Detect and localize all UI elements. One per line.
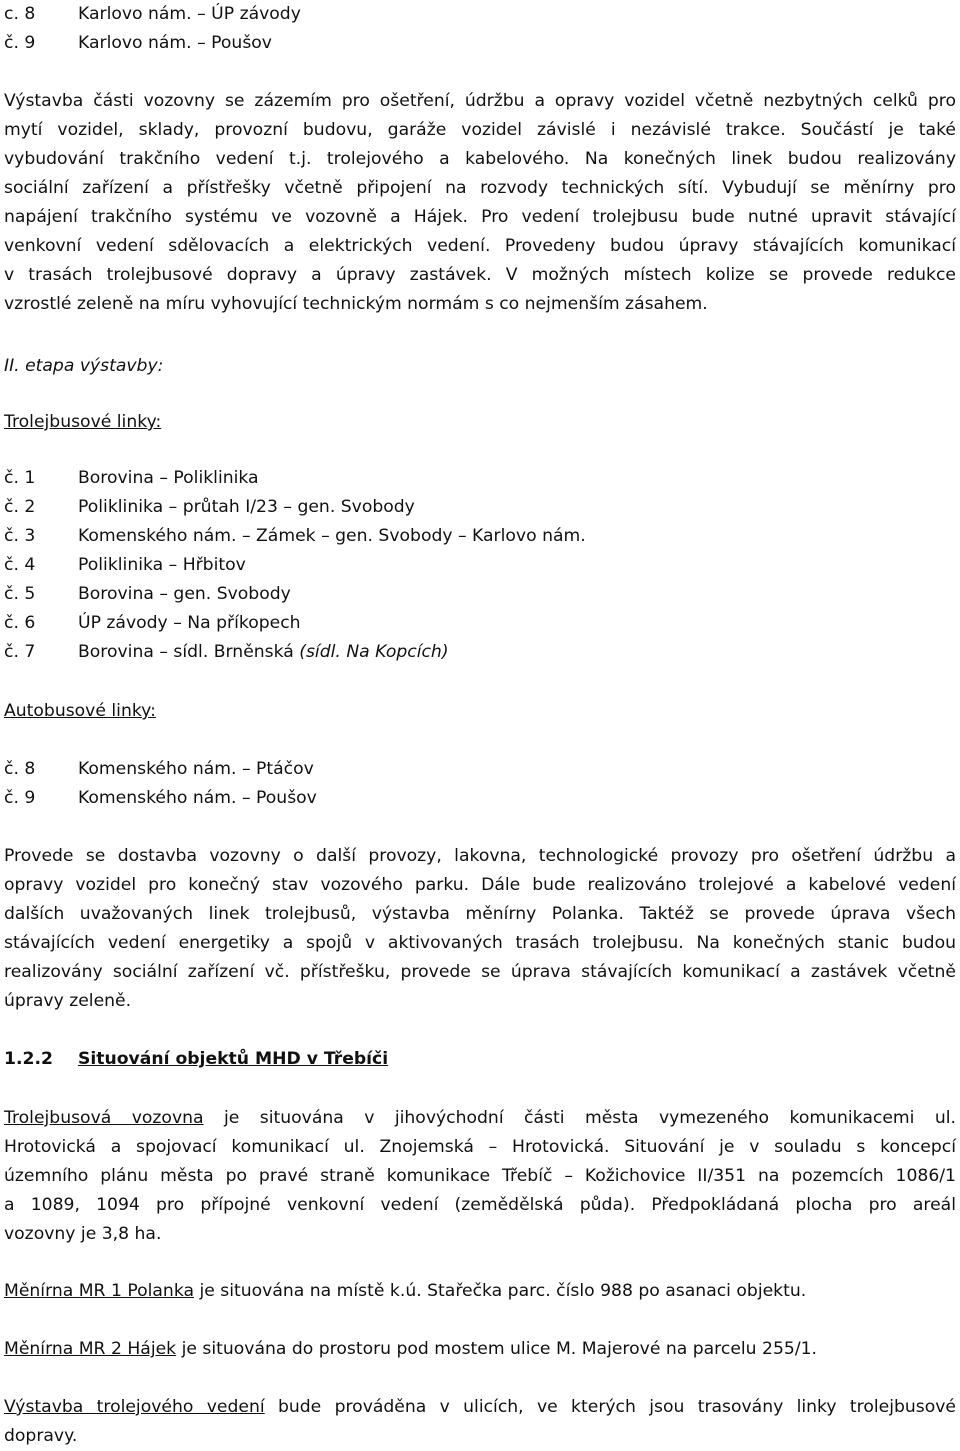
line-route: Karlovo nám. – Poušov bbox=[78, 33, 272, 53]
text-line: stávajících vedení energetiky a spojů v aktivovaných trasách trolejbusu. Na konečných stanic budou bbox=[4, 933, 956, 953]
top-line-list bbox=[4, 0, 956, 58]
list-item bbox=[4, 0, 956, 29]
trolleybus-heading: Trolejbusové linky: bbox=[4, 412, 162, 432]
line-route: Borovina – gen. Svobody bbox=[78, 584, 291, 604]
text-line bbox=[4, 1104, 956, 1133]
text-line: venkovní vedení sdělovacích a elektrických vedení. Provedeny budou úpravy stávajících komunikací bbox=[4, 236, 956, 256]
line-number: č. 6 bbox=[4, 613, 36, 633]
section-heading bbox=[4, 1045, 956, 1074]
substation-2-text: je situována do prostoru pod mostem ulice M. Majerové na parcelu 255/1. bbox=[176, 1339, 818, 1359]
paragraph-stage-two bbox=[4, 842, 956, 1016]
list-item bbox=[4, 493, 956, 522]
line-number: č. 9 bbox=[4, 33, 36, 53]
line-route: Borovina – sídl. Brněnská bbox=[78, 642, 300, 662]
text-line: vybudování trakčního vedení t.j. trolejového a kabelového. Na konečných linek budou realizovány bbox=[4, 149, 956, 169]
line-number: č. 3 bbox=[4, 526, 36, 546]
list-item bbox=[4, 784, 956, 813]
text-line: vzrostlé zeleně na míru vyhovující technickým normám s co nejmenším zásahem. bbox=[4, 294, 708, 314]
line-route: Karlovo nám. – ÚP závody bbox=[78, 4, 301, 24]
stage-heading: II. etapa výstavby: bbox=[4, 356, 164, 376]
line-route: Borovina – Poliklinika bbox=[78, 468, 259, 488]
substation-1-label: Měnírna MR 1 Polanka bbox=[4, 1281, 195, 1301]
paragraph-overhead-line bbox=[4, 1393, 956, 1451]
line-number: č. 2 bbox=[4, 497, 36, 517]
line-number: č. 5 bbox=[4, 584, 36, 604]
text-line: vozovny je 3,8 ha. bbox=[4, 1224, 162, 1244]
overhead-line-label: Výstavba trolejového vedení bbox=[4, 1397, 265, 1417]
line-route-note: (sídl. Na Kopcích) bbox=[299, 642, 449, 662]
list-item bbox=[4, 755, 956, 784]
line-number: č. 7 bbox=[4, 642, 36, 662]
substation-1-text: je situována na místě k.ú. Stařečka parc. číslo 988 po asanaci objektu. bbox=[194, 1281, 807, 1301]
text-line: dalších uvažovaných linek trolejbusů, výstavba měnírny Polanka. Taktéž se provede úprava všech bbox=[4, 904, 956, 924]
text-line: opravy vozidel pro konečný stav vozového parku. Dále bude realizováno trolejové a kabelové vedení bbox=[4, 875, 956, 895]
line-number: č. 9 bbox=[4, 788, 36, 808]
list-item bbox=[4, 551, 956, 580]
bus-heading: Autobusové linky: bbox=[4, 701, 156, 721]
depot-text: je situována v jihovýchodní části města vymezeného komunikacemi ul. bbox=[203, 1108, 956, 1128]
text-line: Provede se dostavba vozovny o další provozy, lakovna, technologické provozy pro ošetření údržbu a bbox=[4, 846, 956, 866]
trolleybus-line-list bbox=[4, 464, 956, 667]
text-line: Hrotovická a spojovací komunikací ul. Znojemská – Hrotovická. Situování je v souladu s koncepcí bbox=[4, 1137, 956, 1157]
list-item bbox=[4, 638, 956, 667]
section-number: 1.2.2 bbox=[4, 1049, 53, 1069]
paragraph-depot bbox=[4, 1104, 956, 1249]
substation-2-label: Měnírna MR 2 Hájek bbox=[4, 1339, 177, 1359]
paragraph-substation-1 bbox=[4, 1277, 956, 1306]
line-route: Komenského nám. – Ptáčov bbox=[78, 759, 314, 779]
line-number: č. 4 bbox=[4, 555, 36, 575]
paragraph-stage-one bbox=[4, 87, 956, 319]
list-item bbox=[4, 609, 956, 638]
text-line: Výstavba části vozovny se zázemím pro ošetření, údržbu a opravy vozidel včetně nezbytných celků pro bbox=[4, 91, 956, 111]
line-route: ÚP závody – Na příkopech bbox=[78, 613, 301, 633]
depot-label: Trolejbusová vozovna bbox=[4, 1108, 204, 1128]
line-number: č. 1 bbox=[4, 468, 36, 488]
text-line bbox=[4, 1393, 956, 1422]
line-route: Poliklinika – průtah I/23 – gen. Svobody bbox=[78, 497, 415, 517]
list-item bbox=[4, 464, 956, 493]
line-number: c. 8 bbox=[4, 4, 36, 24]
line-route: Poliklinika – Hřbitov bbox=[78, 555, 246, 575]
overhead-line-text: bude prováděna v ulicích, ve kterých jsou trasovány linky trolejbusové bbox=[264, 1397, 956, 1417]
section-title: Situování objektů MHD v Třebíči bbox=[78, 1049, 389, 1069]
line-route: Komenského nám. – Zámek – gen. Svobody – Karlovo nám. bbox=[78, 526, 586, 546]
text-line: napájení trakčního systému ve vozovně a Hájek. Pro vedení trolejbusu bude nutné upravit stávající bbox=[4, 207, 956, 227]
text-line: a 1089, 1094 pro přípojné venkovní vedení (zemědělská půda). Předpokládaná plocha pro areál bbox=[4, 1195, 956, 1215]
line-number: č. 8 bbox=[4, 759, 36, 779]
text-line: dopravy. bbox=[4, 1426, 78, 1446]
text-line: úpravy zeleně. bbox=[4, 991, 132, 1011]
text-line: sociální zařízení a přístřešky včetně připojení na rozvody technických sítí. Vybudují se měnírny pro bbox=[4, 178, 956, 198]
text-line: v trasách trolejbusové dopravy a úpravy zastávek. V možných místech kolize se provede redukce bbox=[4, 265, 956, 285]
list-item bbox=[4, 522, 956, 551]
text-line: územního plánu města po pravé straně komunikace Třebíč – Kožichovice II/351 na pozemcích 1086/1 bbox=[4, 1166, 956, 1186]
text-line: realizovány sociální zařízení vč. přístřešku, provede se úprava stávajících komunikací a zastávek včetně bbox=[4, 962, 956, 982]
bus-line-list bbox=[4, 755, 956, 813]
list-item bbox=[4, 29, 956, 58]
text-line: mytí vozidel, sklady, provozní budovu, garáže vozidel závislé i nezávislé trakce. Součástí je také bbox=[4, 120, 956, 140]
list-item bbox=[4, 580, 956, 609]
line-route: Komenského nám. – Poušov bbox=[78, 788, 317, 808]
paragraph-substation-2 bbox=[4, 1335, 956, 1364]
